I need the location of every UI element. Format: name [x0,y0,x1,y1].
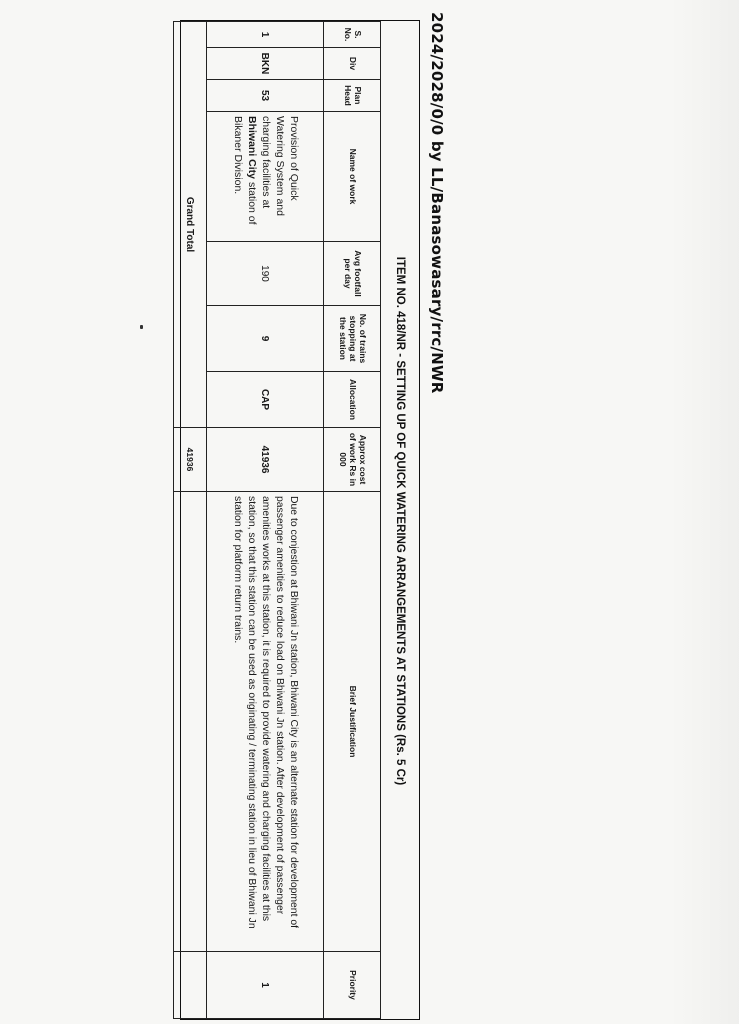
col-header-approx-cost: Approx cost of work Rs in 000 [324,428,381,492]
grand-total-value: 41936 [174,428,207,492]
col-header-allocation: Allocation [324,372,381,428]
cell-avg-footfall: 190 [207,242,324,306]
cell-sno: 1 [207,22,324,48]
cell-allocation: CAP [207,372,324,428]
col-header-name-of-work: Name of work [324,112,381,242]
col-header-sno: S. No. [324,22,381,48]
col-header-priority: Priority [324,952,381,1019]
works-table [173,21,381,1019]
col-header-avg-footfall: Avg footfall per day [324,242,381,306]
col-header-div: Div [324,48,381,80]
grand-total-empty-justification [174,492,207,952]
page-edge-shadow [669,0,739,1024]
cell-div: BKN [207,48,324,80]
rotated-document [0,12,446,1020]
document-header-stamp: 2024/2028/0/0 by LL/Banasowasary/rrc/NWR [428,12,446,394]
grand-total-row [174,22,207,1019]
table-row [207,22,324,1019]
cell-justification: Due to conjestion at Bhiwani Jn station, Bhiwani City is an alternate station for development of passenger amenities to reduce load on Bhiwani Jn station. After development of passenger amenities works at this station, it is required to provide watering and charging facilities at this station, so that this station can be used as originating / terminating station in lieu of Bhiwani Jn station for platform return trains. [207,492,324,952]
grand-total-label: Grand Total [174,22,207,428]
table-header-row [324,22,381,1019]
cell-trains: 9 [207,306,324,372]
name-of-work-station: Bhiwani City [246,116,259,180]
col-header-justification: Brief Justification [324,492,381,952]
cell-name-of-work [207,112,324,242]
document-table-sheet [180,20,420,1020]
cell-plan-head: 53 [207,80,324,112]
name-of-work-text: Provision of Quick Watering System and charging facilities at [259,116,300,216]
col-header-trains: No. of trains stopping at the station [324,306,381,372]
cell-priority: 1 [207,952,324,1019]
name-of-work-tail: station of Bikaner Division. [232,116,259,225]
col-header-plan-head: Plan Head [324,80,381,112]
cell-approx-cost: 41936 [207,428,324,492]
document-title: ITEM NO. 418/NR - SETTING UP OF QUICK WATERING ARRANGEMENTS AT STATIONS (Rs. 5 Cr) [394,256,406,786]
grand-total-empty-priority [174,952,207,1019]
